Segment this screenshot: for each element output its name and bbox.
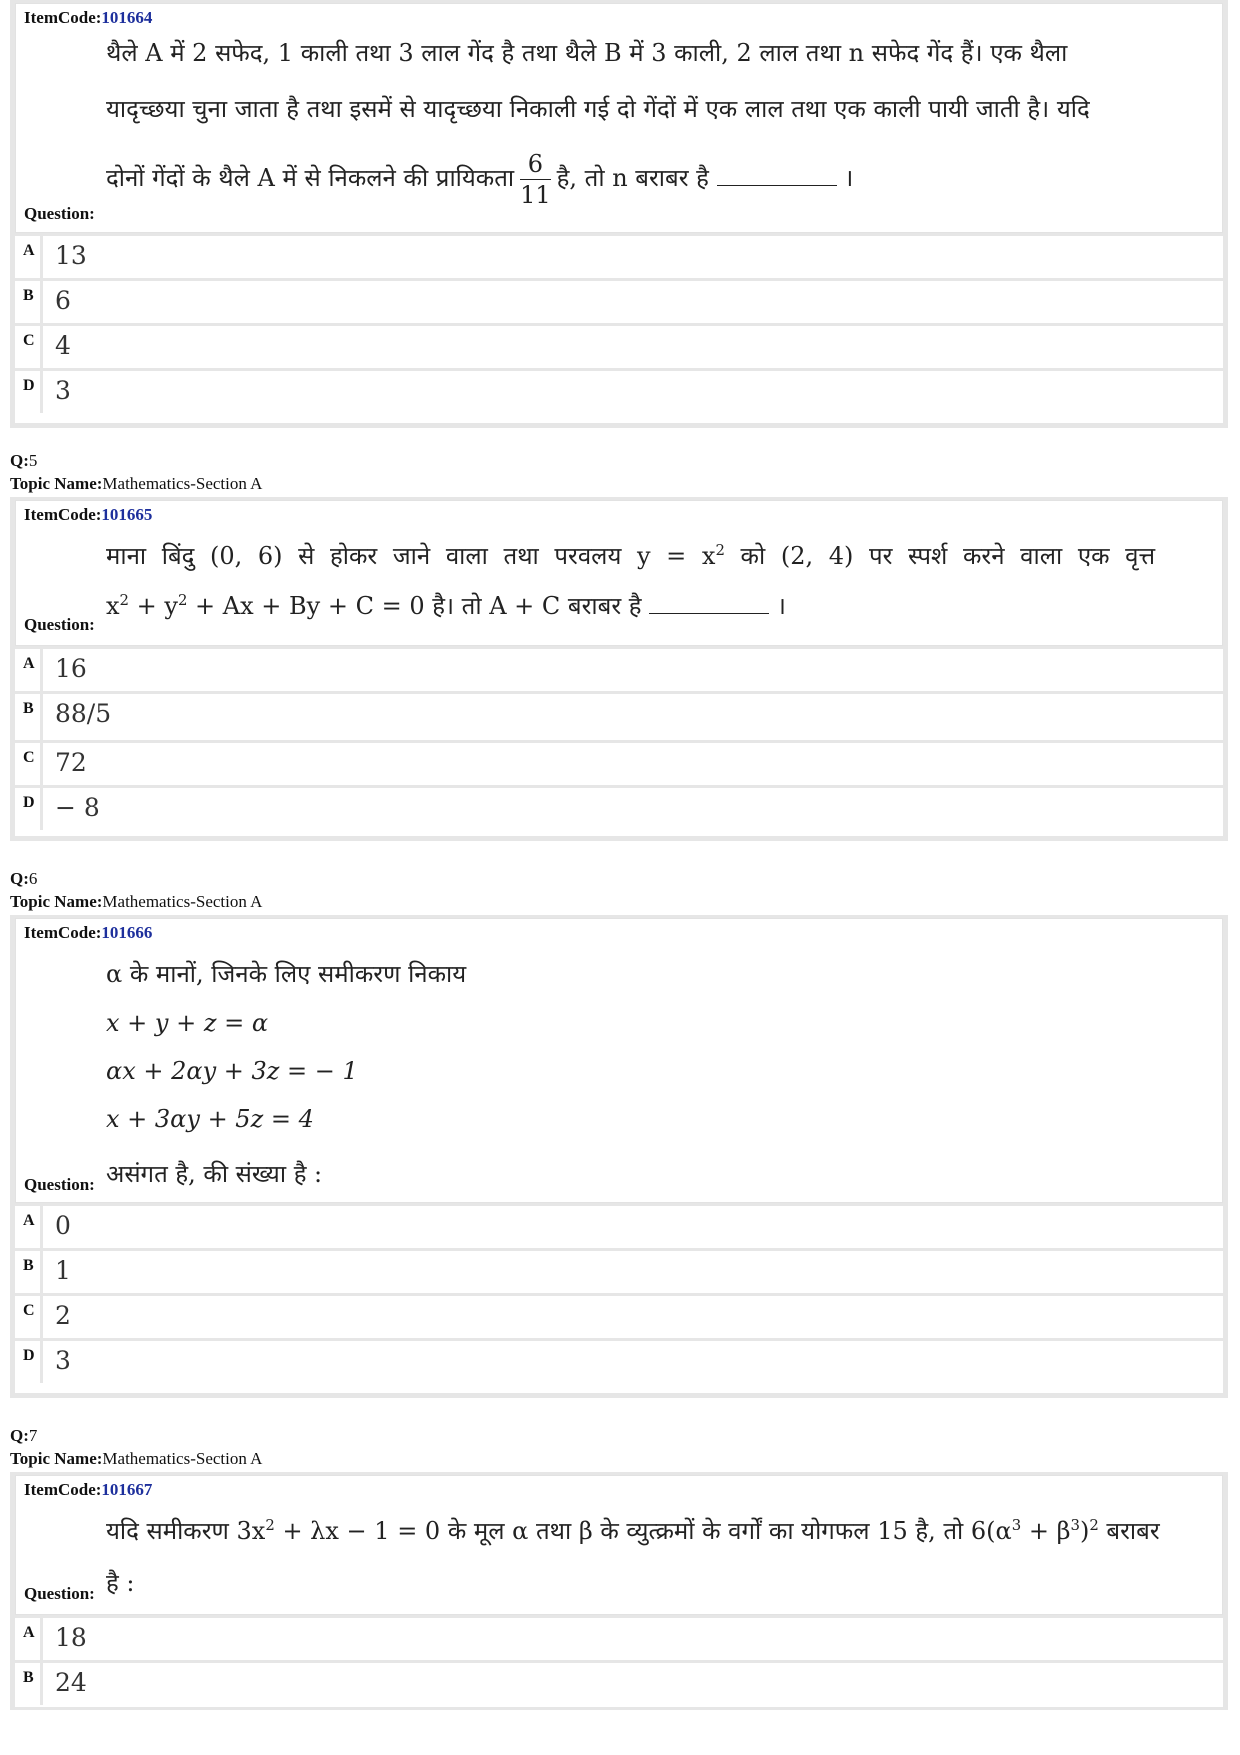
option-a[interactable] — [15, 233, 1223, 278]
question-number: Q:7 — [10, 1426, 38, 1445]
question-number: Q:5 — [10, 451, 38, 470]
option-d[interactable] — [15, 368, 1223, 413]
option-value: 24 — [55, 1668, 87, 1697]
option-b[interactable] — [15, 278, 1223, 323]
question-line: असंगत है, की संख्या है : — [106, 1160, 323, 1188]
option-value: 4 — [55, 331, 71, 360]
option-letter: A — [15, 1206, 43, 1248]
option-value: 3 — [55, 376, 71, 405]
item-code-value: 101666 — [101, 923, 153, 942]
answer-blank — [717, 165, 837, 186]
option-value: 3 — [55, 1346, 71, 1375]
question-label: Question: — [24, 615, 95, 634]
item-code: ItemCode:101666 — [24, 923, 153, 942]
option-c[interactable] — [15, 740, 1223, 785]
question-line: माना बिंदु (0, 6) से होकर जाने वाला तथा परवलय $y = x^2$ को (2, 4) पर स्पर्श करने वाला एक वृत्त — [106, 541, 1156, 570]
question-card-q6 — [10, 915, 1228, 1398]
equation: x + 3αy + 5z = 4 — [106, 1105, 314, 1133]
option-letter: B — [15, 694, 43, 740]
question-box — [15, 500, 1223, 646]
option-d[interactable] — [15, 785, 1223, 830]
option-value: 13 — [55, 241, 87, 270]
question-line: यादृच्छया चुना जाता है तथा इसमें से यादृच्छया निकाली गई दो गेंदों में एक लाल तथा एक काली पायी जाती है। यदि — [106, 95, 1090, 123]
option-letter: B — [15, 1663, 43, 1705]
item-code-value: 101665 — [101, 505, 153, 524]
question-line: α के मानों, जिनके लिए समीकरण निकाय — [106, 960, 467, 988]
item-code: ItemCode:101664 — [24, 8, 153, 27]
option-value: 6 — [55, 286, 71, 315]
option-value: 18 — [55, 1623, 87, 1652]
option-value: 0 — [55, 1211, 71, 1240]
question-line: थैले A में 2 सफेद, 1 काली तथा 3 लाल गेंद है तथा थैले B में 3 काली, 2 लाल तथा n सफेद गेंद हैं। एक थैला — [106, 39, 1068, 67]
question-box — [15, 918, 1223, 1203]
item-code: ItemCode:101665 — [24, 505, 153, 524]
question-card-q7 — [10, 1472, 1228, 1710]
option-letter: C — [15, 1296, 43, 1338]
option-letter: B — [15, 281, 43, 323]
question-label: Question: — [24, 1584, 95, 1603]
option-letter: D — [15, 371, 43, 413]
equation: αx + 2αy + 3z = − 1 — [106, 1057, 358, 1085]
option-value: 2 — [55, 1301, 71, 1330]
option-b[interactable] — [15, 691, 1223, 740]
option-value: 88/5 — [55, 699, 112, 728]
option-a[interactable] — [15, 646, 1223, 691]
option-letter: C — [15, 743, 43, 785]
item-code: ItemCode:101667 — [24, 1480, 153, 1499]
option-b[interactable] — [15, 1660, 1223, 1705]
question-line: $x^2 + y^2 + Ax + By + C = 0$ है। तो A + C बराबर है । — [106, 591, 786, 620]
answer-blank — [649, 593, 769, 614]
question-box — [15, 3, 1223, 233]
option-letter: B — [15, 1251, 43, 1293]
question-line: यदि समीकरण $3x^2 + \lambda x - 1 = 0$ के मूल α तथा β के व्युत्क्रमों के वर्गों का योगफल 15 है, तो $6(\alpha^3 + \beta^3)^2$ बराबर — [106, 1516, 1160, 1545]
option-a[interactable] — [15, 1203, 1223, 1248]
item-code-value: 101664 — [101, 8, 153, 27]
topic-name: Topic Name:Mathematics-Section A — [10, 1449, 263, 1468]
topic-name: Topic Name:Mathematics-Section A — [10, 474, 263, 493]
option-letter: A — [15, 236, 43, 278]
option-value: 1 — [55, 1256, 71, 1285]
question-label: Question: — [24, 1175, 95, 1194]
option-letter: D — [15, 788, 43, 830]
option-value: − 8 — [55, 793, 100, 822]
option-letter: A — [15, 1618, 43, 1660]
option-letter: D — [15, 1341, 43, 1383]
question-card-q5 — [10, 497, 1228, 841]
question-box — [15, 1475, 1223, 1615]
option-letter: A — [15, 649, 43, 691]
question-card-q4 — [10, 0, 1228, 428]
option-value: 16 — [55, 654, 87, 683]
option-b[interactable] — [15, 1248, 1223, 1293]
equation: x + y + z = α — [106, 1009, 269, 1037]
item-code-value: 101667 — [101, 1480, 153, 1499]
option-letter: C — [15, 326, 43, 368]
question-label: Question: — [24, 204, 95, 223]
fraction: $\frac{6}{11}$ — [520, 150, 551, 209]
option-value: 72 — [55, 748, 87, 777]
option-c[interactable] — [15, 323, 1223, 368]
option-a[interactable] — [15, 1615, 1223, 1660]
topic-name: Topic Name:Mathematics-Section A — [10, 892, 263, 911]
question-line: दोनों गेंदों के थैले A में से निकलने की प्रायिकता $\frac{6}{11}$ है, तो n बराबर है । — [106, 150, 854, 209]
question-number: Q:6 — [10, 869, 38, 888]
option-d[interactable] — [15, 1338, 1223, 1383]
question-line: है : — [106, 1569, 135, 1597]
option-c[interactable] — [15, 1293, 1223, 1338]
